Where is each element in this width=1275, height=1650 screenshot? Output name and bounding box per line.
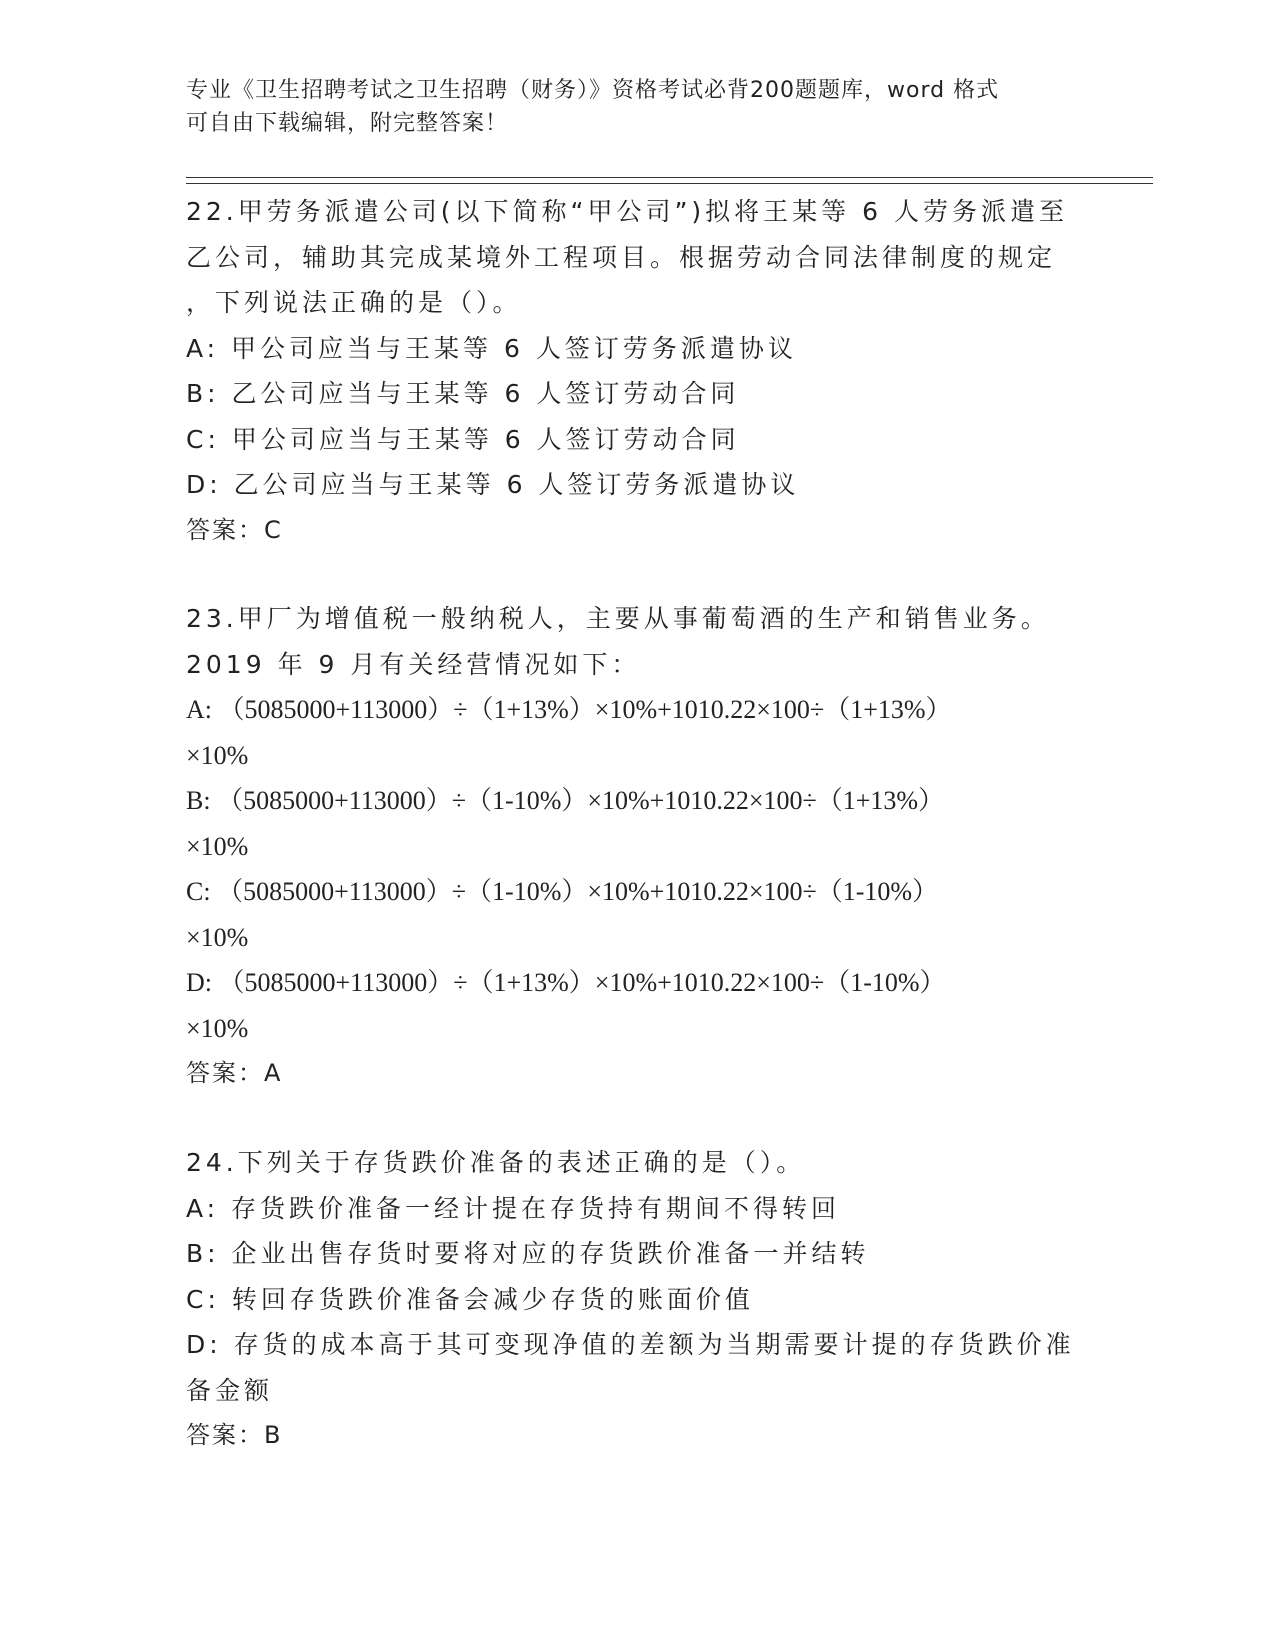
question-stem-line: 24.下列关于存货跌价准备的表述正确的是（）。 xyxy=(186,1148,806,1177)
option-c: C: 转回存货跌价准备会减少存货的账面价值 xyxy=(186,1284,754,1314)
option-d: D: 存货的成本高于其可变现净值的差额为当期需要计提的存货跌价准 xyxy=(186,1330,1075,1359)
option-b-continued: ×10% xyxy=(186,831,249,861)
option-b: B: （5085000+113000）÷（1-10%）×10%+1010.22×100÷（1+13%） xyxy=(186,786,945,815)
question-22 xyxy=(186,189,1086,553)
question-stem-line: 22.甲劳务派遣公司(以下简称“甲公司”)拟将王某等 6 人劳务派遣至 xyxy=(186,197,1068,226)
option-d: D: 乙公司应当与王某等 6 人签订劳务派遣协议 xyxy=(186,470,800,499)
header-line-1: 专业《卫生招聘考试之卫生招聘（财务）》资格考试必背200题题库，word 格式 xyxy=(186,78,1000,103)
option-d-continued: 备金额 xyxy=(186,1375,274,1405)
answer-label: 答案：C xyxy=(186,515,283,544)
question-stem-line: 乙公司，辅助其完成某境外工程项目。根据劳动合同法律制度的规定 xyxy=(186,242,1057,272)
question-stem-line: 2019 年 9 月有关经营情况如下： xyxy=(186,649,641,679)
document-header xyxy=(186,74,1086,140)
option-a: A: （5085000+113000）÷（1+13%）×10%+1010.22×100÷（1+13%） xyxy=(186,695,952,724)
question-24 xyxy=(186,1140,1086,1459)
option-a-continued: ×10% xyxy=(186,740,249,770)
question-23 xyxy=(186,596,1086,1097)
option-b: B: 企业出售存货时要将对应的存货跌价准备一并结转 xyxy=(186,1239,870,1268)
answer-label: 答案：B xyxy=(186,1421,283,1449)
option-a: A: 存货跌价准备一经计提在存货持有期间不得转回 xyxy=(186,1193,841,1223)
answer-label: 答案：A xyxy=(186,1059,283,1087)
option-d-continued: ×10% xyxy=(186,1013,249,1043)
option-d: D: （5085000+113000）÷（1+13%）×10%+1010.22×100÷（1-10%） xyxy=(186,968,946,997)
option-a: A: 甲公司应当与王某等 6 人签订劳务派遣协议 xyxy=(186,333,797,363)
option-c-continued: ×10% xyxy=(186,922,249,952)
header-divider-top xyxy=(186,177,1153,178)
header-line-2: 可自由下载编辑，附完整答案！ xyxy=(186,111,509,136)
header-divider-bottom xyxy=(186,183,1153,184)
option-c: C: （5085000+113000）÷（1-10%）×10%+1010.22×100÷（1-10%） xyxy=(186,877,939,906)
option-b: B: 乙公司应当与王某等 6 人签订劳动合同 xyxy=(186,379,740,408)
question-stem-line: ，下列说法正确的是（）。 xyxy=(186,288,522,317)
option-c: C: 甲公司应当与王某等 6 人签订劳动合同 xyxy=(186,424,740,454)
question-stem-line: 23.甲厂为增值税一般纳税人，主要从事葡萄酒的生产和销售业务。 xyxy=(186,604,1050,633)
